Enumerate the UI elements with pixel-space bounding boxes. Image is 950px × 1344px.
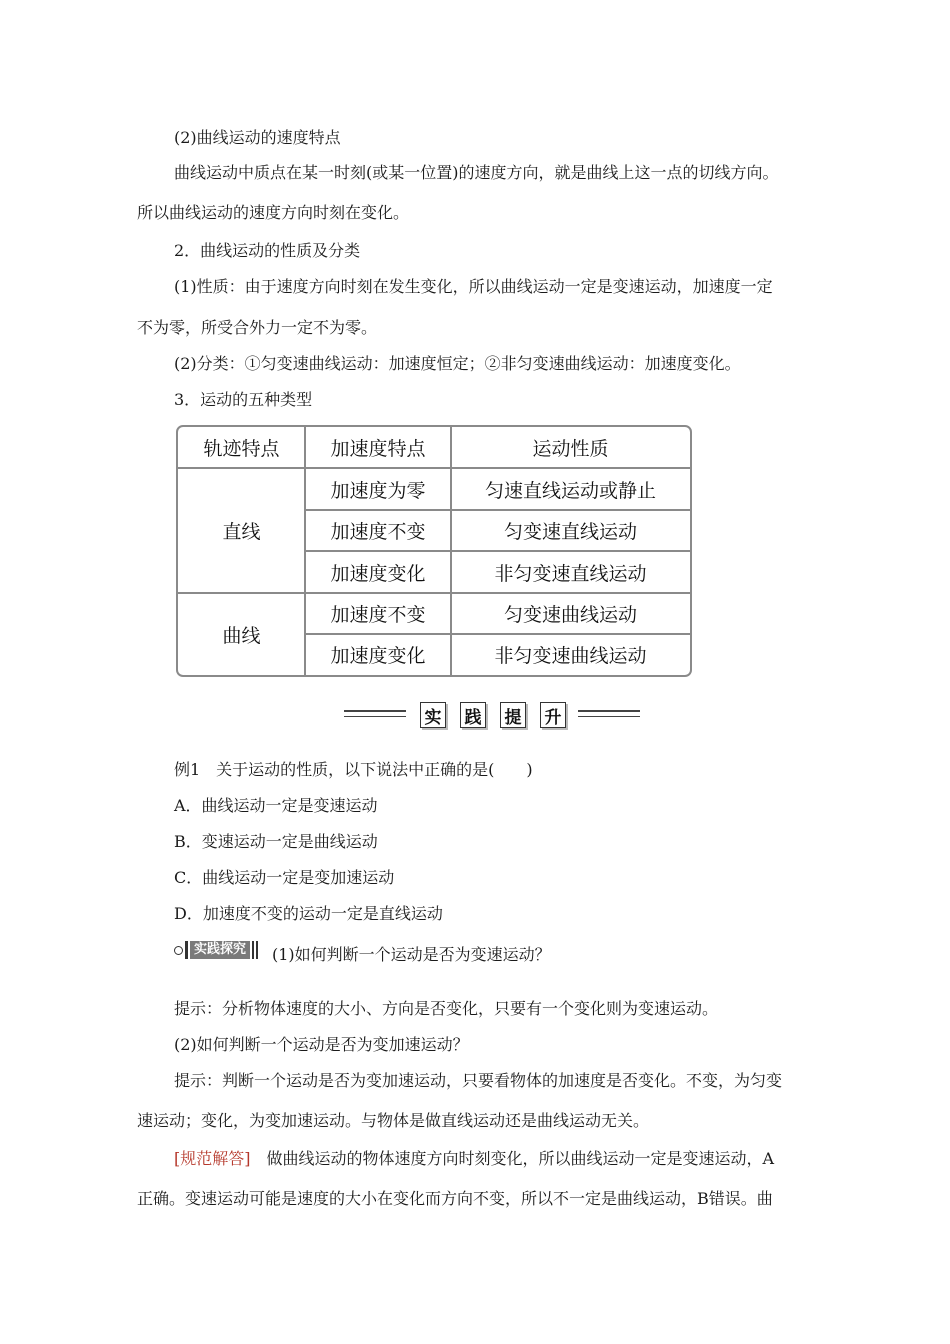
table-cell: 加速度变化 (330, 562, 426, 585)
table-divider (305, 633, 690, 635)
table-divider (305, 509, 690, 511)
table-cell: 匀变速直线运动 (503, 521, 637, 543)
table-divider (450, 427, 452, 675)
inquiry-question-2: (2)如何判断一个运动是否为变加速运动？ (174, 1035, 469, 1054)
hint-2: 提示：判断一个运动是否为变加速运动，只要看物体的加速度是否变化。不变，为匀变 (174, 1071, 783, 1090)
paragraph-text: (1)性质：由于速度方向时刻在发生变化，所以曲线运动一定是变速运动，加速度一定 (174, 277, 773, 296)
motion-types-table (176, 425, 692, 677)
banner-char: 践 (460, 702, 486, 728)
table-group-straight: 直线 (222, 521, 261, 543)
table-cell: 非匀变速直线运动 (494, 562, 647, 585)
paragraph-text: (2)分类：①匀变速曲线运动：加速度恒定；②非匀变速曲线运动：加速度变化。 (174, 354, 741, 373)
table-divider (304, 427, 306, 675)
table-divider (305, 550, 690, 552)
table-cell: 匀速直线运动或静止 (484, 479, 656, 502)
banner-char: 升 (540, 702, 566, 728)
paragraph-text: 所以曲线运动的速度方向时刻在变化。 (137, 203, 410, 222)
paragraph-text: 不为零，所受合外力一定不为零。 (137, 318, 378, 337)
banner-rule (578, 716, 640, 717)
answer-label: [规范解答] (174, 1149, 251, 1168)
bar-icon (252, 941, 254, 959)
inquiry-question-1: (1)如何判断一个运动是否为变速运动？ (272, 945, 551, 964)
table-cell: 非匀变速曲线运动 (494, 645, 647, 667)
practice-inquiry-tag (174, 941, 258, 959)
banner-rule (344, 710, 406, 712)
section-banner-practice (340, 700, 650, 732)
paragraph-text: 曲线运动中质点在某一时刻(或某一位置)的速度方向，就是曲线上这一点的切线方向。 (174, 163, 779, 182)
table-header-cell: 轨迹特点 (203, 438, 280, 460)
table-group-curve: 曲线 (222, 624, 261, 647)
option-a: A．曲线运动一定是变速运动 (174, 796, 378, 815)
table-cell: 匀变速曲线运动 (503, 604, 637, 626)
bar-icon (185, 941, 188, 959)
option-b: B．变速运动一定是曲线运动 (174, 832, 378, 851)
answer-text: 做曲线运动的物体速度方向时刻变化，所以曲线运动一定是变速运动，A (266, 1149, 775, 1168)
banner-rule (344, 716, 406, 717)
table-divider (178, 592, 690, 594)
table-cell: 加速度为零 (330, 479, 426, 502)
standard-answer (174, 1149, 774, 1169)
subheading-nature: 2．曲线运动的性质及分类 (174, 241, 361, 260)
hint-2-cont: 速运动；变化，为变加速运动。与物体是做直线运动还是曲线运动无关。 (137, 1111, 650, 1130)
circle-icon (174, 946, 183, 955)
example-question: 例1 关于运动的性质，以下说法中正确的是( ) (174, 760, 533, 779)
subheading-velocity: (2)曲线运动的速度特点 (174, 128, 341, 147)
table-cell: 加速度变化 (330, 645, 426, 667)
table-header-cell: 运动性质 (532, 438, 609, 460)
table-header-cell: 加速度特点 (330, 438, 426, 460)
banner-char: 实 (420, 702, 446, 728)
banner-char: 提 (500, 702, 526, 728)
banner-rule (578, 710, 640, 712)
option-c: C．曲线运动一定是变加速运动 (174, 868, 395, 887)
table-cell: 加速度不变 (330, 521, 426, 543)
tag-label: 实践探究 (190, 941, 250, 959)
table-cell: 加速度不变 (330, 604, 426, 626)
option-d: D．加速度不变的运动一定是直线运动 (174, 904, 443, 923)
bar-icon (256, 941, 258, 959)
hint-1: 提示：分析物体速度的大小、方向是否变化，只要有一个变化则为变速运动。 (174, 999, 719, 1018)
subheading-five-types: 3．运动的五种类型 (174, 390, 313, 409)
answer-text-cont: 正确。变速运动可能是速度的大小在变化而方向不变，所以不一定是曲线运动，B错误。曲 (137, 1189, 773, 1208)
table-divider (178, 467, 690, 469)
